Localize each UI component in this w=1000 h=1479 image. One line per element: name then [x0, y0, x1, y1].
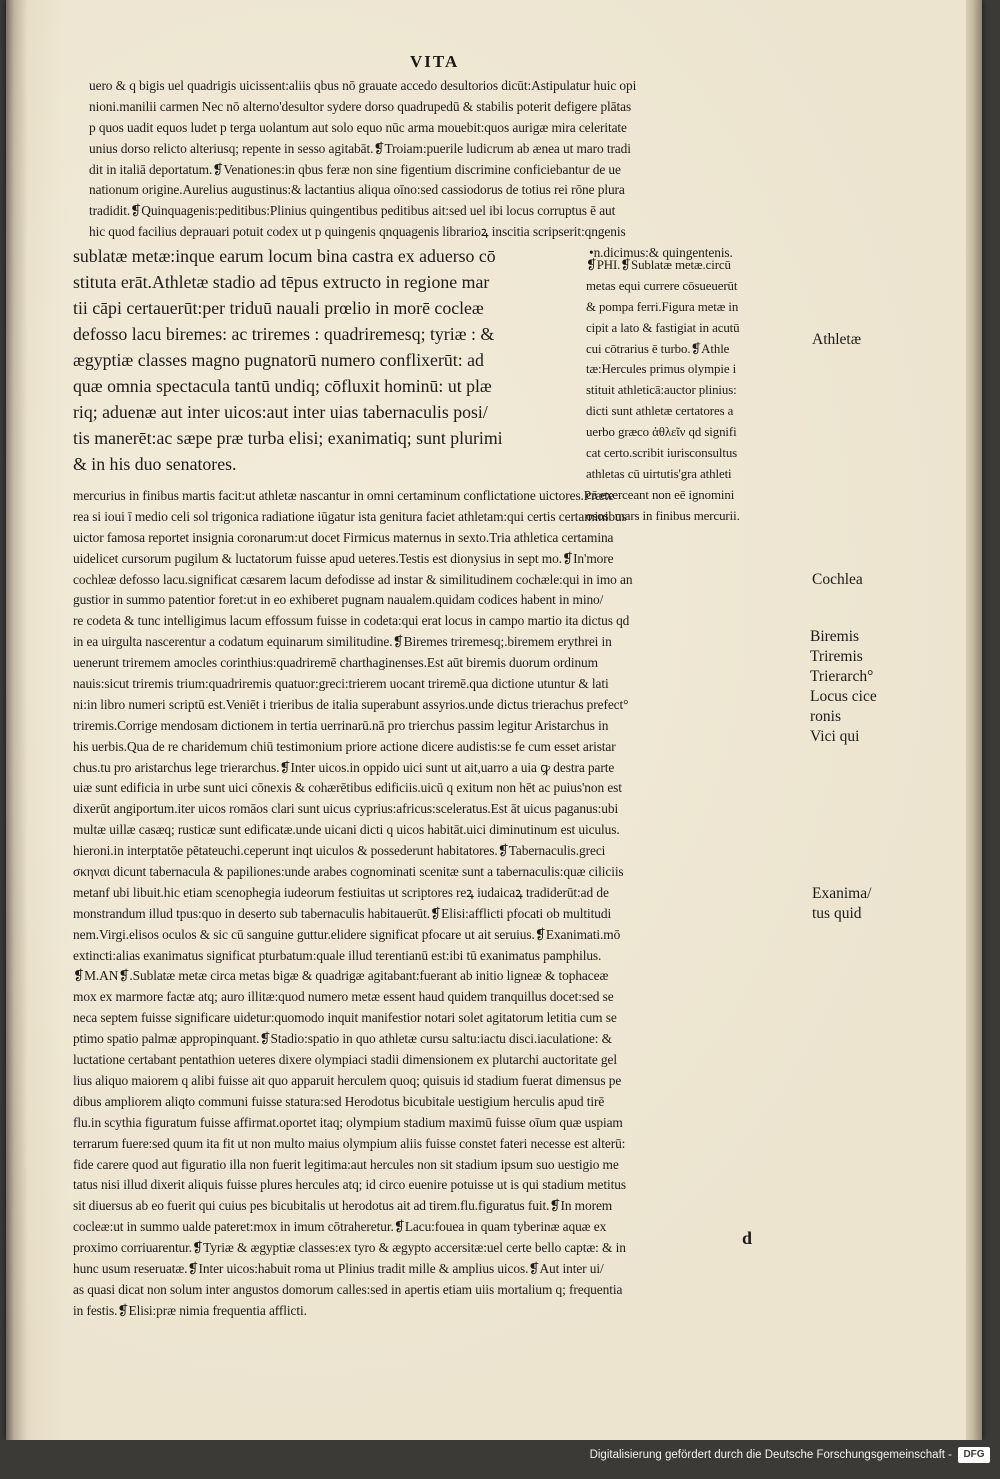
dfg-logo: DFG: [958, 1447, 990, 1463]
margin-note-tus-quid: tus quid: [812, 905, 862, 922]
signature-mark: d: [742, 1228, 753, 1248]
commentary-line: hieroni.in interptatōe pētateuchi.ceperunt inqt uiculos & possederunt habitatores.❡Tabernaculis.greci: [73, 843, 606, 859]
commentary-line: stituit athleticā:auctor plinius:: [586, 383, 737, 398]
commentary-line: ptimo spatio palmæ appropinquant.❡Stadio:spatio in quo athletæ cursu saltu:iactu disci.iaculatione: &: [73, 1031, 612, 1047]
commentary-line: cocleæ:ut in summo ualde pateret:mox in imum cōtraheretur.❡Lacu:fouea in quam tyberinæ aquæ ex: [73, 1219, 607, 1235]
commentary-line: lius aliquo maiorem q alibi fuisse ait quo apparuit herculem quoq; quisuis id stadium fuerat dimensus pe: [73, 1072, 622, 1088]
commentary-line: ni:in libro numeri scriptū est.Veniēt i trieribus de italia superabunt assyrios.unde dictus trierachus prefect°: [73, 696, 629, 712]
commentary-line: as quasi dicat non solum inter angustos domorum calles:sed in apertis etiam uiis mortalium q; frequentia: [73, 1281, 623, 1297]
commentary-line: proximo corriuarentur.❡Tyriæ & ægyptiæ classes:ex tyro & ægypto accersitæ:uel certe bello captæ: & in: [73, 1240, 626, 1256]
footer-credit: Digitalisierung gefördert durch die Deutsche Forschungsgemeinschaft -: [589, 1449, 952, 1461]
commentary-line: triremis.Corrige mendosam dictionem in tertia uerrinarū.nā pro trierchus passim legitur Aristarchus in: [73, 717, 609, 733]
commentary-line: metas equi currere cōsueuerūt: [586, 278, 738, 293]
commentary-line: multæ uillæ casæq; rusticæ sunt edificatæ.unde uicani dicti q uicos habitāt.uici diminutinum est uiculus.: [73, 822, 620, 838]
commentary-line: chus.tu pro aristarchus lege trierarchus.❡Inter uicos.in oppido uici sunt ut ait,uarro a uia ꝙ destra parte: [73, 759, 615, 775]
commentary-line: •n.dicimus:& quingentenis.: [589, 245, 733, 261]
commentary-line: dit in italiā deportatum.❡Venationes:in qbus feræ non sine figentium discrimine conficiebantur de ue: [89, 161, 621, 177]
margin-note-exanima: Exanima/: [812, 885, 872, 902]
commentary-line: mercurius in finibus martis facit:ut athletæ nascantur in omni certaminum conflictatione uictores.Præte: [73, 488, 614, 503]
commentary-line: hic quod facilius deprauari potuit codex ut p quingenis qnquagenis librarioꝝ inscitia scripserit:qngenis: [89, 224, 626, 240]
commentary-line: hunc usum reseruatæ.❡Inter uicos:habuit roma ut Plinius tradit mille & amplius uicos.❡Aut inter ui/: [73, 1260, 604, 1276]
commentary-line: tatus nisi illud dixerit aliquis fuisse plures hercules atq; id circo euenire potuisse ut is qui stadium metitus: [73, 1177, 626, 1193]
margin-note-trierarch: Trierarch°: [810, 668, 874, 685]
commentary-line: ❡M.AN❡.Sublatæ metæ circa metas bigæ & quadrigæ agitabant:fuerant ab initio ligneæ & tophaceæ: [73, 968, 609, 984]
commentary-line: uidelicet cursorum pugilum & luctatorum fuisse apud ueteres.Testis est dionysius in sept mo.❡In'more: [73, 550, 614, 566]
commentary-line: monstrandum illud tpus:quo in deserto sub tabernaculis habitauerūt.❡Elisi:afflicti pfocati ob multitudi: [73, 905, 612, 921]
commentary-line: cipit a lato & fastigiat in acutū: [586, 320, 740, 335]
commentary-line: cat certo.scribit iurisconsultus: [586, 446, 738, 461]
commentary-line: dibus ampliorem aliqto communi fuisse statura:sed Herodotus bicubitale uestigium herculis apud tirē: [73, 1093, 605, 1109]
margin-note-cochlea: Cochlea: [812, 571, 863, 588]
margin-note-biremis: Biremis: [810, 628, 860, 645]
main-text-line: tis manerēt:ac sæpe præ turba elisi; exanimatiq; sunt plurimi: [73, 428, 503, 448]
main-text-line: & in his duo senatores.: [73, 454, 237, 474]
page-edge: [966, 0, 982, 1440]
main-text-line: ægyptiæ classes magno pugnatorū numero conflixerūt: ad: [73, 350, 484, 370]
commentary-line: terrarum fuere:sed quum ita fit ut non multo maius olympium aliis fuisse constet fateri necesse est alterū:: [73, 1135, 626, 1151]
commentary-line: nioni.manilii carmen Nec nō alterno'desultor sydere dorso quadrupedū & stabilis poterit defigere plātas: [89, 98, 632, 114]
commentary-line: σκηναι dicunt tabernacula & papiliones:unde arabes cognominati scenitæ sunt a tabernaculis:quæ ciliciis: [73, 864, 624, 880]
commentary-line: nem.Virgi.elisos oculos & sic cū sanguine guttur.elidere significat pfocare ut ait seruius.❡Exanimati.mō: [73, 926, 621, 942]
margin-note-athletae: Athletæ: [812, 331, 862, 348]
commentary-line: dicti sunt athletæ certatores a: [586, 404, 734, 419]
commentary-line: mox ex marmore factæ atq; auro illitæ:quod numero metæ essent haud quidem tranquillus docet:sed se: [73, 989, 614, 1005]
commentary-line: tæ:Hercules primus olympie i: [586, 362, 737, 377]
commentary-line: & pompa ferri.Figura metæ in: [586, 299, 739, 314]
main-text-line: quæ omnia spectacula tantū undiq; cōfluxit hominū: ut plæ: [73, 376, 492, 396]
commentary-line: re codeta & tunc intelligimus lacum effossum fuisse in codeta:qui erat locus in campo martio ita dictus qd: [73, 613, 630, 629]
commentary-line: cā exerceant non eē ignomini: [586, 487, 735, 502]
commentary-line: flu.in scythia figuratum fuisse affirmat.oportet itaq; olympium stadium maximū fuisse oīum quæ uspiam: [73, 1114, 623, 1130]
main-text: [73, 243, 583, 477]
margin-note-vici-qui: Vici qui: [810, 728, 860, 745]
commentary-line: osos. mars in finibus mercurii.: [586, 508, 740, 523]
commentary-line: fide carere quod aut figuratio illa non fuerit legitima:aut hercules non sit stadium ipsum suo uestigio me: [73, 1156, 619, 1172]
commentary-line: rea si ioui ī medio celi sol trigonica radiatione iūgatur ista genitura faciet athletam:qui certis certaminibus: [73, 508, 627, 524]
commentary-top: [89, 76, 809, 264]
commentary-line: extincti:alias exanimatus significat pturbatum:quale illud terentianū est:ibi tū exanimatus pamphilus.: [73, 947, 602, 963]
commentary-line: dixerūt angiportum.iter uicos romāos clari sunt uicus cyprius:africus:sceleratus.Est āt uicus paganus:ubi: [73, 801, 619, 817]
main-text-line: sublatæ metæ:inque earum locum bina castra ex aduerso cō: [73, 246, 496, 266]
commentary-line: luctatione certabant pentathion ueteres dixere olympiaci stadii dimensionem ex plutarchi auctoritate gel: [73, 1052, 617, 1068]
commentary-line: ❡PHI.❡Sublatæ metæ.circū: [586, 258, 731, 272]
margin-note-ronis: ronis: [810, 708, 841, 725]
commentary-line: nationum origine.Aurelius augustinus:& lactantius aliqua oīno:sed cassiodorus de totius rei rōne plura: [89, 182, 625, 198]
commentary-line: uictor famosa reportet insignia coronarum:ut docet Firmicus maternus in sexto.Tria athletica certamina: [73, 529, 614, 545]
main-text-line: tii cāpi certauerūt:per triduū nauali prœlio in morē cocleæ: [73, 298, 484, 318]
commentary-line: cui cōtrarius ē turbo.❡Athle: [586, 341, 730, 356]
commentary-line: athletas cū uirtutis'gra athleti: [586, 466, 732, 481]
main-text-line: defosso lacu biremes: ac triremes : quadriremesq; tyriæ : &: [73, 324, 495, 344]
running-title: VITA: [410, 52, 460, 71]
commentary-line: neca septem fuisse significare uidetur:quomodo inquit manifestior notari solet agitatorum letitia cum se: [73, 1010, 617, 1026]
commentary-line: his uerbis.Qua de re charidemum chiū testimonium priore actione dicere audistis:se fe cum esset aristar: [73, 738, 616, 754]
commentary-line: gustior in summo patentior foret:ut in eo exhiberet pugnam naualem.quidam codices habent in mino/: [73, 592, 604, 608]
commentary-line: tradidit.❡Quinquagenis:peditibus:Plinius quingentibus peditibus ait:sed uel ibi locus corruptus ē aut: [89, 203, 616, 219]
commentary-line: sit diuersus ab eo fuerit qui cuius pes bicubitalis ut herodotus ait ad tirem.flu.figuratus fuit.❡In morem: [73, 1198, 613, 1214]
commentary-line: cochleæ defosso lacu.significat cæsarem lacum defodisse ad instar & similitudinem cochæle:qui in imo an: [73, 571, 633, 587]
main-text-line: stituta erāt.Athletæ stadio ad tēpus extructo in regione mar: [73, 272, 490, 292]
commentary-line: in festis.❡Elisi:præ nimia frequentia afflicti.: [73, 1302, 307, 1318]
margin-note-triremis: Triremis: [810, 648, 863, 665]
commentary-bottom: [73, 486, 809, 1322]
commentary-line: unius dorso relicto alteriusq; repente in sesso agitabāt.❡Troiam:puerile ludicrum ab ænea ut maro tradi: [89, 140, 631, 156]
commentary-line: metanf ubi libuit.hic etiam scenophegia iudeorum festiuitas ut scriptores reꝝ iudaicaꝝ tradiderūt:ad de: [73, 884, 609, 900]
commentary-line: nauis:sicut triremis trium:quadriremis quatuor:greci:trierem uocant triremē.qua dictione utuntur & lati: [73, 676, 609, 692]
commentary-line: uenerunt triremem amocles corinthius:quadriremē charthaginenses.Est aūt biremis duorum ordinum: [73, 655, 598, 671]
commentary-line: uiæ sunt edificia in urbe sunt uici cōnexis & cohærētibus edificiis.uicū q exitum non hēt ac puius'non est: [73, 780, 622, 796]
commentary-line: in ea uirgulta nascerentur a codatum equinarum similitudine.❡Biremes triremesq;.biremem erythrei in: [73, 634, 612, 650]
main-text-line: riq; aduenæ aut inter uicos:aut inter uias tabernaculis posi/: [73, 402, 488, 422]
commentary-line: uero & q bigis uel quadrigis uicissent:aliis qbus nō grauate accedo desultorios dicūt:Astipulatur huic opi: [89, 78, 637, 93]
commentary-line: uerbo græco ἀθλεῖν qd signifi: [586, 425, 737, 440]
margin-note-locus-cice: Locus cice: [810, 688, 877, 705]
commentary-line: p quos uadit equos ludet p terga uolantum aut solo equo nūc arma mouebit:quos aurigæ mira celeritate: [89, 119, 627, 135]
